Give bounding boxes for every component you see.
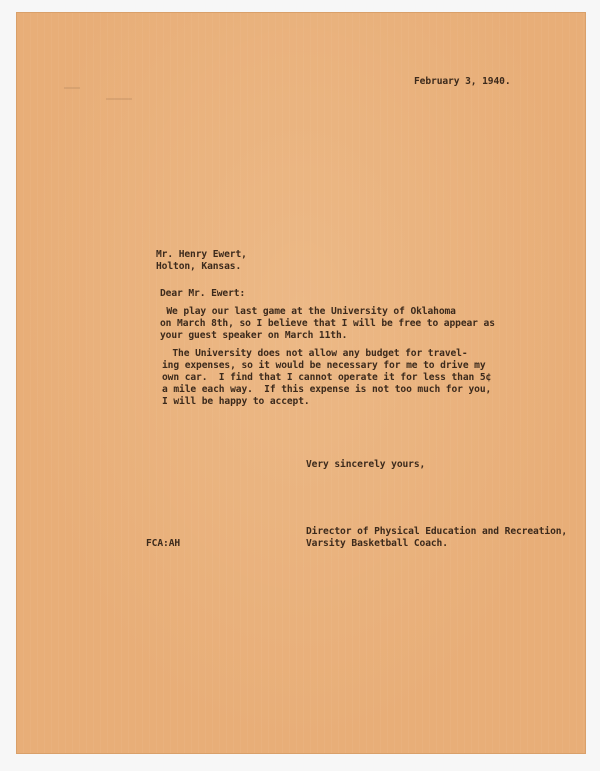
typist-initials: FCA:AH [146,538,181,549]
paragraph-2-line: a mile each way. If this expense is not too much for you, [162,384,492,395]
letter-page [16,12,586,754]
paragraph-1-line: your guest speaker on March 11th. [160,330,348,341]
recipient-city: Holton, Kansas. [156,261,242,272]
paragraph-2-line: The University does not allow any budget for travel- [144,348,468,359]
paragraph-1-line: We play our last game at the University of Oklahoma [138,306,456,317]
paragraph-2-line: own car. I find that I cannot operate it for less than 5¢ [162,372,492,383]
closing: Very sincerely yours, [306,459,426,470]
signature-title: Varsity Basketball Coach. [306,538,448,549]
salutation: Dear Mr. Ewert: [160,288,246,299]
faint-mark [64,87,80,89]
paragraph-2-line: ing expenses, so it would be necessary for me to drive my [162,360,486,371]
faint-mark [106,98,132,100]
recipient-name: Mr. Henry Ewert, [156,249,247,260]
signature-title: Director of Physical Education and Recreation, [306,526,568,537]
paragraph-1-line: on March 8th, so I believe that I will be free to appear as [160,318,495,329]
paragraph-2-line: I will be happy to accept. [162,396,310,407]
letter-date: February 3, 1940. [414,76,511,87]
